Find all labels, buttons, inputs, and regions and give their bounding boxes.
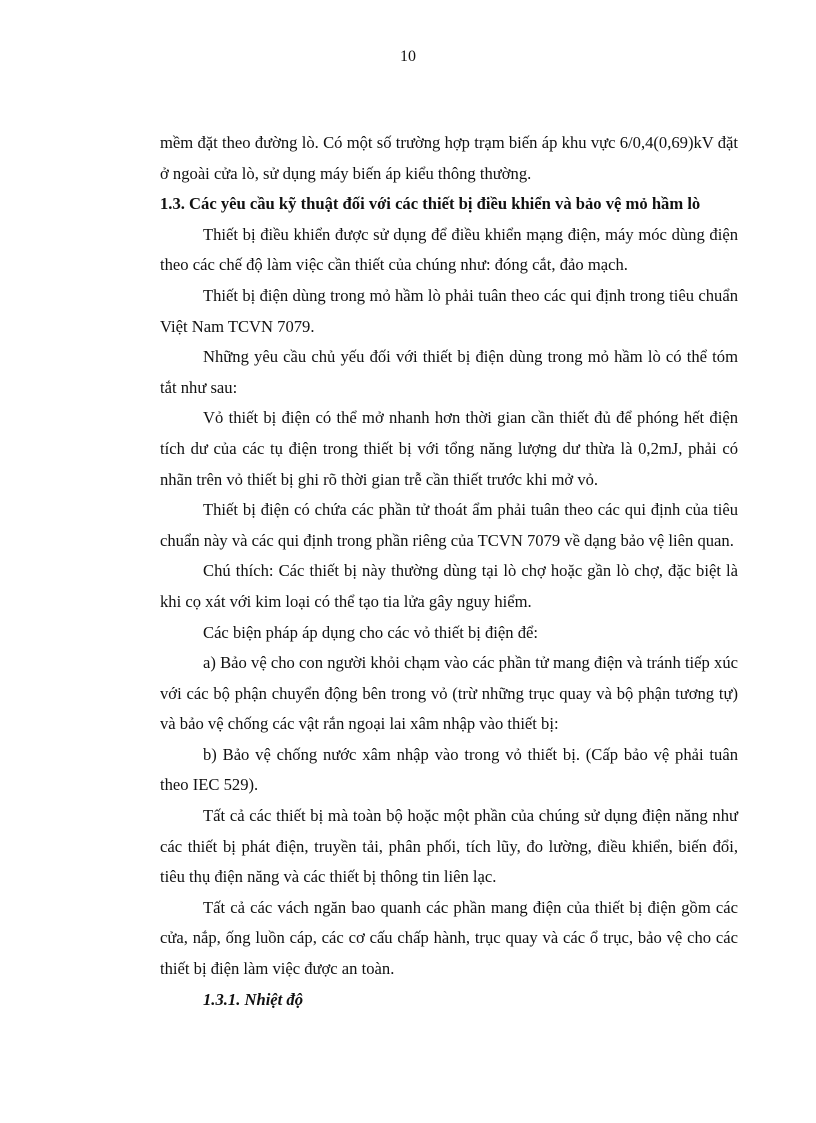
paragraph: Vỏ thiết bị điện có thể mở nhanh hơn thời gian cần thiết đủ để phóng hết điện tích dư của các tụ điện trong thiết bị với tổng năng lượng dư thừa là 0,2mJ, phải có nhãn trên vỏ thiết bị ghi rõ thời gian trễ cần thiết trước khi mở vỏ.: [160, 408, 738, 489]
paragraph: Thiết bị điện dùng trong mỏ hầm lò phải tuân theo các qui định trong tiêu chuẩn Việt Nam TCVN 7079.: [160, 285, 738, 336]
note-paragraph: Chú thích: Các thiết bị này thường dùng tại lò chợ hoặc gần lò chợ, đặc biệt là khi cọ xát với kim loại có thể tạo tia lửa gây nguy hiểm.: [160, 561, 738, 611]
list-item-a: a) Bảo vệ cho con người khỏi chạm vào các phần tử mang điện và tránh tiếp xúc với các bộ phận chuyển động bên trong vỏ (trừ những trục quay và bộ phận tương tự) và bảo vệ chống các vật rắn ngoại lai xâm nhập vào thiết bị:: [160, 653, 738, 734]
paragraph: Tất cả các thiết bị mà toàn bộ hoặc một phần của chúng sử dụng điện năng như các thiết bị phát điện, truyền tải, phân phối, tích lũy, đo lường, điều khiển, biến đổi, tiêu thụ điện năng và các thiết bị thông tin liên lạc.: [160, 806, 738, 887]
paragraph: Những yêu cầu chủ yếu đối với thiết bị điện dùng trong mỏ hầm lò có thể tóm tắt như sau:: [160, 347, 738, 397]
paragraph: Thiết bị điều khiển được sử dụng để điều khiển mạng điện, máy móc dùng điện theo các chế độ làm việc cần thiết của chúng như: đóng cắt, đảo mạch.: [160, 224, 738, 275]
list-item-b: b) Bảo vệ chống nước xâm nhập vào trong vỏ thiết bị. (Cấp bảo vệ phải tuân theo IEC 529).: [160, 744, 738, 795]
paragraph: Thiết bị điện có chứa các phần tử thoát ẩm phải tuân theo các qui định của tiêu chuẩn này và các qui định trong phần riêng của TCVN 7079 về dạng bảo vệ liên quan.: [160, 500, 738, 550]
page-body: [160, 128, 738, 1015]
subsection-heading: 1.3.1. Nhiệt độ: [203, 989, 304, 1009]
paragraph: Các biện pháp áp dụng cho các vỏ thiết bị điện để:: [203, 622, 538, 642]
page-number: 10: [400, 48, 416, 65]
paragraph: Tất cả các vách ngăn bao quanh các phần mang điện của thiết bị điện gồm các cửa, nắp, ống luồn cáp, các cơ cấu chấp hành, trục quay và các ổ trục, bảo vệ cho các thiết bị điện làm việc được an toàn.: [160, 897, 738, 979]
paragraph-continuation: mềm đặt theo đường lò. Có một số trường hợp trạm biến áp khu vực 6/0,4(0,69)kV đặt ở ngoài cửa lò, sử dụng máy biến áp kiểu thông thường.: [160, 133, 738, 183]
section-heading: 1.3. Các yêu cầu kỹ thuật đối với các thiết bị điều khiển và bảo vệ mỏ hầm lò: [160, 194, 701, 214]
